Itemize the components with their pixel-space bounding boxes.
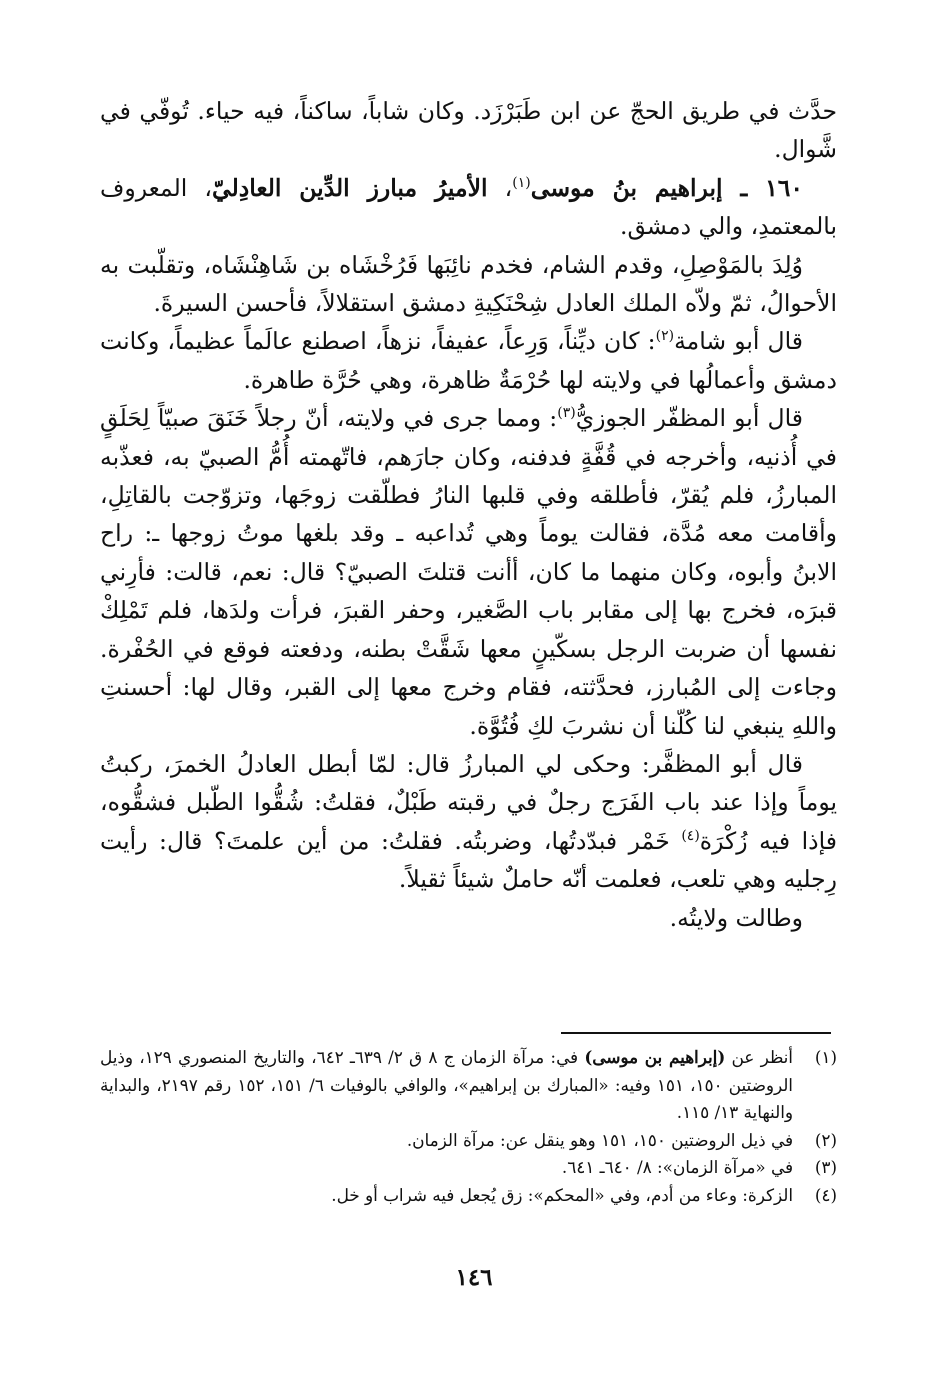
footnote-text: أنظر عن: [725, 1047, 793, 1067]
footnote-ref-2: (٢): [655, 328, 675, 345]
text-run: خَمْر فبدّدتُها، وضربتُه. فقلتُ: من أين علمتَ؟ قال: رأيت رِجليه وهي تلعب، فعلمت أنّه حاملٌ شيئاً ثقيلاً.: [100, 826, 837, 894]
paragraph-7: [100, 899, 837, 937]
paragraph-1: [100, 92, 837, 169]
footnote-2: [100, 1127, 837, 1155]
footnote-text: في «مرآة الزمان»: ٨/ ٦٤٠ـ ٦٤١.: [561, 1157, 793, 1177]
page-body: [100, 92, 837, 937]
text-run: قال أبو المظفّر الجوزيُّ: [575, 404, 803, 433]
footnote-ref-3: (٣): [557, 405, 576, 422]
text-run: وطالت ولايتُه.: [669, 903, 803, 932]
footnotes: [100, 1044, 837, 1209]
paragraph-4: [100, 322, 837, 399]
text-run: قال أبو شامة: [674, 327, 803, 356]
footnote-divider: [561, 1032, 831, 1034]
footnote-ref-4: (٤): [681, 827, 700, 844]
page-number: ١٤٦: [455, 1264, 493, 1291]
footnote-1: [100, 1044, 837, 1127]
paragraph-5: [100, 399, 837, 745]
footnote-number: (٤): [814, 1184, 837, 1205]
text-run: : كان ديِّناً، وَرِعاً، عفيفاً، نزهاً، اصطنع عالَماً عظيماً، وكانت دمشق وأعمالُها في ولايته لها حُرْمَةٌ ظاهرة، وهي حُرَّة طاهرة.: [100, 327, 837, 394]
footnote-number: (١): [814, 1047, 837, 1067]
entry-title: ١٦٠ ـ إبراهيم بنُ موسى: [530, 173, 804, 202]
paragraph-3: [100, 246, 837, 323]
footnote-3: [100, 1154, 837, 1182]
entry-heading-160: [100, 169, 837, 246]
text-run: حدَّث في طريق الحجّ عن ابن طَبَرْزَد. وكان شاباً، ساكناً، فيه حياء. تُوفّي في شَّوال.: [100, 97, 837, 164]
text-run: ،: [487, 173, 513, 202]
footnote-text: في: مرآة الزمان ج ٨ ق ٢/ ٦٣٩ـ ٦٤٢، والتاريخ المنصوري ١٢٩، وذيل الروضتين ١٥٠، ١٥١ وفيه: «المبارك بن إبراهيم»، والوافي بالوفيات ٦/ ١٥١، ١٥٢ رقم ٢١٩٧، والبداية والنهاية ١٣/ ١١٥.: [100, 1047, 793, 1122]
text-run: ، المعروف بالمعتمدِ، والي دمشق.: [100, 173, 837, 241]
entry-epithet: الأميرُ مبارز الدِّين العادِليّ: [212, 173, 488, 202]
text-run: : ومما جرى في ولايته، أنّ رجلاً خَنَقَ صبيّاً لِحَلَقٍ في أُذنيه، وأخرجه في قُفَّةٍ فدفنه، وكان جارَهم، فاتّهمته أُمُّ الصبيّ به، فعذّبه المبارزُ، فلم يُقرّ، فأطلقه وفي قلبها النارُ فطلّقت زوجَها، وتزوّجت بالقاتِلِ، وأقامت معه مُدَّة، فقالت يوماً وهي تُداعبه ـ وقد بلغها موتُ زوجها ـ: راح الابنُ وأبوه، وكان منهما ما كان، أأنت قتلتَ الصبيّ؟ قال: نعم، قالت: فأرِني قبرَه، فخرج بها إلى مقابر باب الصَّغير، وحفر القبرَ، فرأت ولدَها، فلم تَمْلِكْ نفسها أن ضربت الرجل بسكّينٍ معها شَقَّتْ بطنه، ودفعته فوقع في الحُفْرة. وجاءت إلى المُبارز، فحدَّثته، فقام وخرج معها إلى القبر، وقال لها: أحسنتِ واللهِ ينبغي لنا كُلّنا أن نشربَ لكِ فُتُوَّة.: [100, 404, 837, 740]
footnote-4: [100, 1182, 837, 1210]
text-run: وُلِدَ بالمَوْصِلِ، وقدم الشام، فخدم نائِبَها فَرُخْشَاه بن شَاهِنْشَاه، وتقلّبت به الأحوالُ، ثمّ ولاّه الملك العادل شِحْنَكِيةِ دمشق استقلالاً، فأحسن السيرةَ.: [100, 250, 837, 318]
footnote-text: الزكرة: وعاء من أدم، وفي «المحكم»: زق يُجعل فيه شراب أو خل.: [331, 1184, 793, 1205]
text-run: قال أبو المظفَّر: وحكى لي المبارزُ قال: لمّا أبطل العادلُ الخمرَ، ركبتُ يوماً وإذا عند باب الفَرَج رجلٌ في رقبته طَبْلٌ، فقلتُ: شُقُّوا الطّبل فشقُّوه، فإذا فيه زُكْرَة: [100, 749, 837, 855]
paragraph-6: [100, 745, 837, 899]
footnote-subject: (إبراهيم بن موسى): [584, 1047, 726, 1067]
footnote-text: في ذيل الروضتين ١٥٠، ١٥١ وهو ينقل عن: مرآة الزمان.: [406, 1129, 793, 1150]
footnote-ref-1: (١): [512, 174, 531, 191]
footnote-number: (٣): [814, 1157, 837, 1177]
footnote-number: (٢): [814, 1129, 837, 1150]
